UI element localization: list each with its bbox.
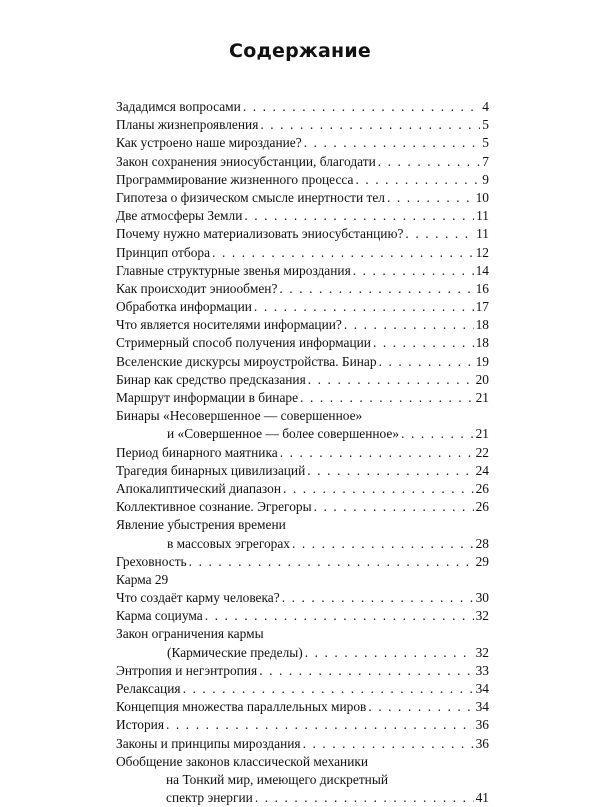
toc-entry-title: спектр энергии xyxy=(166,790,253,806)
toc-entry xyxy=(116,571,489,589)
toc-entry-title: Стримерный способ получения информации xyxy=(116,335,371,351)
toc-entry-page: 29 xyxy=(475,553,489,569)
toc-entry-page: 18 xyxy=(475,317,489,333)
toc-entry-title: Принцип отбора xyxy=(116,244,211,260)
dot-leader xyxy=(305,644,474,662)
dot-leader xyxy=(304,134,481,152)
toc-entry-page: 21 xyxy=(475,426,489,442)
dot-leader xyxy=(243,98,480,116)
toc-entry-page: 21 xyxy=(475,390,489,405)
toc-entry-title: Как устроено наше мироздание? xyxy=(116,135,302,151)
dot-leader xyxy=(387,189,474,207)
toc-entry-page: 4 xyxy=(482,99,489,114)
toc-entry xyxy=(116,680,489,698)
toc-entry xyxy=(116,425,489,443)
toc-entry-page: 18 xyxy=(475,335,489,351)
dot-leader xyxy=(212,244,474,262)
toc-entry-title: Две атмосферы Земли xyxy=(116,208,243,224)
toc-entry-page: 9 xyxy=(482,171,489,187)
toc-entry xyxy=(116,244,489,262)
dot-leader xyxy=(378,153,481,171)
toc-entry xyxy=(116,644,489,662)
dot-leader xyxy=(205,607,474,625)
toc-entry-page: 41 xyxy=(475,790,489,806)
dot-leader xyxy=(405,225,474,243)
toc-entry-title: Греховность xyxy=(116,553,187,569)
toc-entry-page: 36 xyxy=(475,735,489,751)
dot-leader xyxy=(379,353,474,371)
toc-entry-title: Главные структурные звенья мироздания xyxy=(116,262,351,278)
toc-entry-page: 28 xyxy=(475,535,489,551)
toc-entry-page: 26 xyxy=(475,480,489,496)
toc-entry xyxy=(116,298,489,316)
dot-leader xyxy=(255,789,474,807)
toc-entry-page: 22 xyxy=(475,444,489,460)
toc-entry xyxy=(116,316,489,334)
page-title: Содержание xyxy=(229,40,371,62)
toc-entry xyxy=(116,625,489,643)
toc-entry xyxy=(116,444,489,462)
toc-entry-title: в массовых эгрегорах xyxy=(167,535,291,551)
toc-entry xyxy=(116,607,489,625)
toc-entry xyxy=(116,662,489,680)
toc-entry-title: Зададимся вопросами xyxy=(116,99,241,114)
toc-entry xyxy=(116,389,489,407)
toc-entry-title: Законы и принципы мироздания xyxy=(116,735,301,751)
toc-entry-page: 19 xyxy=(475,353,489,369)
dot-leader xyxy=(279,280,473,298)
toc-entry-title: Апокалиптический диапазон xyxy=(116,480,281,496)
toc-entry-page: 14 xyxy=(475,262,489,278)
toc-entry-page: 16 xyxy=(475,280,489,296)
toc-entry xyxy=(116,280,489,298)
toc-entry-title: Что является носителями информации? xyxy=(116,317,342,333)
dot-leader xyxy=(189,553,474,571)
dot-leader xyxy=(314,498,474,516)
toc-entry xyxy=(116,753,489,771)
toc-entry-title: Программирование жизненного процесса xyxy=(116,171,354,187)
dot-leader xyxy=(283,480,474,498)
toc-entry-title: Трагедия бинарных цивилизаций xyxy=(116,462,306,478)
toc-entry-page: 36 xyxy=(475,717,489,733)
dot-leader xyxy=(373,334,474,352)
dot-leader xyxy=(282,589,474,607)
toc-entry-page: 33 xyxy=(475,662,489,678)
toc-entry-title: История xyxy=(116,717,165,733)
toc-entry xyxy=(116,480,489,498)
toc-entry-page: 20 xyxy=(475,371,489,387)
dot-leader xyxy=(303,735,474,753)
toc-entry xyxy=(116,735,489,753)
toc-entry-title: (Кармические пределы) xyxy=(167,644,303,660)
toc-entry-page: 10 xyxy=(475,189,489,205)
toc-entry-page: 30 xyxy=(475,590,489,606)
toc-entry xyxy=(116,407,489,425)
dot-leader xyxy=(254,298,474,316)
toc-entry xyxy=(116,716,489,734)
toc-entry xyxy=(116,771,489,789)
toc-entry xyxy=(116,789,489,807)
toc-entry-page: 32 xyxy=(475,644,489,660)
toc-entry xyxy=(116,262,489,280)
dot-leader xyxy=(355,171,480,189)
toc-entry-title: Коллективное сознание. Эгрегоры xyxy=(116,499,312,515)
toc-entry xyxy=(116,334,489,352)
toc-entry xyxy=(116,134,489,152)
toc-entry-page: 7 xyxy=(482,153,489,169)
toc-entry-title: Планы жизнепроявления xyxy=(116,117,259,133)
toc-entry-title: Карма социума xyxy=(116,608,203,624)
table-of-contents xyxy=(116,98,489,807)
toc-entry xyxy=(116,462,489,480)
dot-leader xyxy=(260,116,480,134)
toc-entry-page: 12 xyxy=(475,244,489,260)
toc-entry-title: Закон ограничения кармы xyxy=(116,626,264,642)
toc-entry xyxy=(116,98,489,116)
toc-entry xyxy=(116,171,489,189)
dot-leader xyxy=(344,316,474,334)
toc-entry xyxy=(116,189,489,207)
dot-leader xyxy=(368,698,473,716)
toc-entry-title: Период бинарного маятника xyxy=(116,444,278,460)
toc-entry-title: Карма 29 xyxy=(116,571,169,587)
dot-leader xyxy=(183,680,474,698)
dot-leader xyxy=(307,462,473,480)
toc-entry-page: 5 xyxy=(482,135,489,151)
toc-entry xyxy=(116,153,489,171)
toc-entry-title: Релаксация xyxy=(116,681,181,696)
toc-entry-title: и «Совершенное — более совершенное» xyxy=(167,426,400,442)
dot-leader xyxy=(292,535,474,553)
toc-entry-title: Бинар как средство предсказания xyxy=(116,371,306,387)
dot-leader xyxy=(166,716,474,734)
toc-entry-title: Явление убыстрения времени xyxy=(116,517,286,533)
toc-entry xyxy=(116,207,489,225)
toc-entry-page: 32 xyxy=(475,608,489,624)
dot-leader xyxy=(401,425,474,443)
dot-leader xyxy=(259,662,473,680)
toc-entry-page: 34 xyxy=(475,681,489,696)
toc-entry-title: Обработка информации xyxy=(116,299,252,315)
toc-entry-title: Обобщение законов классической механики xyxy=(116,753,369,769)
toc-entry-page: 17 xyxy=(475,299,489,315)
toc-entry xyxy=(116,353,489,371)
toc-entry-title: Энтропия и негэнтропия xyxy=(116,662,258,678)
toc-entry-title: Маршрут информации в бинаре xyxy=(116,390,299,405)
toc-entry xyxy=(116,371,489,389)
dot-leader xyxy=(280,444,474,462)
toc-entry-title: на Тонкий мир, имеющего дискретный xyxy=(166,771,388,787)
toc-entry-page: 24 xyxy=(475,462,489,478)
toc-entry-title: Закон сохранения эниосубстанции, благодати xyxy=(116,153,376,169)
toc-entry-title: Вселенские дискурсы мироустройства. Бинар xyxy=(116,353,377,369)
toc-entry xyxy=(116,116,489,134)
dot-leader xyxy=(353,262,474,280)
toc-entry xyxy=(116,498,489,516)
toc-entry-page: 5 xyxy=(482,117,489,133)
toc-entry xyxy=(116,589,489,607)
toc-entry-page: 34 xyxy=(475,699,489,715)
toc-entry xyxy=(116,516,489,534)
toc-entry-title: Как происходит эниообмен? xyxy=(116,280,278,296)
dot-leader xyxy=(308,371,474,389)
toc-entry-page: 11 xyxy=(476,208,489,224)
toc-entry xyxy=(116,698,489,716)
toc-entry xyxy=(116,225,489,243)
toc-entry-page: 26 xyxy=(475,499,489,515)
toc-entry-title: Гипотеза о физическом смысле инертности тел xyxy=(116,189,385,205)
toc-entry-title: Почему нужно материализовать эниосубстанцию? xyxy=(116,226,404,242)
toc-entry-page: 11 xyxy=(476,226,489,242)
toc-entry xyxy=(116,535,489,553)
toc-entry-title: Что создаёт карму человека? xyxy=(116,590,280,606)
dot-leader xyxy=(244,207,474,225)
toc-entry xyxy=(116,553,489,571)
toc-entry-title: Концепция множества параллельных миров xyxy=(116,699,367,715)
dot-leader xyxy=(300,389,474,407)
toc-entry-title: Бинары «Несовершенное — совершенное» xyxy=(116,408,363,424)
